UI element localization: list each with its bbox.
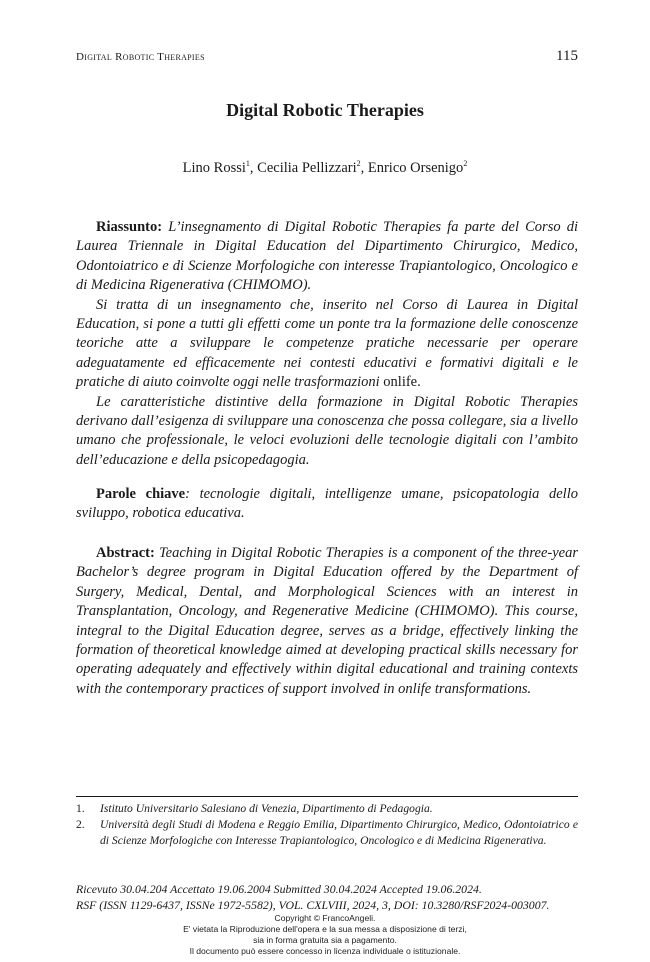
footnote-divider xyxy=(76,796,578,797)
riassunto-label: Riassunto: xyxy=(96,219,163,235)
footnote-number: 1. xyxy=(76,802,85,815)
keywords-paragraph xyxy=(76,485,578,524)
copyright-line: E' vietata la Riproduzione dell'opera e la sua messa a disposizione di terzi, xyxy=(183,924,467,934)
copyright-notice xyxy=(0,913,650,957)
copyright-line: Copyright © FrancoAngeli. xyxy=(274,913,376,923)
riassunto-paragraph xyxy=(76,296,578,393)
riassunto-text: Si tratta di un insegnamento che, inserito nel Corso di Laurea in Digital Education, si pone a tutti gli effetti come un ponte tra la formazione delle conoscenze teoriche atte a sviluppare le competenze pratiche necessarie per operare adeguatamente ed efficacemente nei contesti educativi e formativi digitali e le pratiche di aiuto coinvolte oggi nelle trasformazioni xyxy=(76,296,578,391)
keywords-text: : tecnologie digitali, intelligenze umane, psicopatologia dello sviluppo, robotica educativa. xyxy=(76,486,578,522)
submission-dates: Ricevuto 30.04.204 Accettato 19.06.2004 Submitted 30.04.2024 Accepted 19.06.2024. xyxy=(76,882,482,896)
riassunto-onlife: onlife. xyxy=(383,374,421,391)
riassunto-text: Le caratteristiche distintive della formazione in Digital Robotic Therapies derivano dall’esigenza di sviluppare una conoscenza che possa collegare, sia a livello umano che professionale, le veloci evoluzioni delle tecnologie digitali con l’ambito dell’educazione e della psicopedagogia. xyxy=(76,393,578,468)
footnote-text: Università degli Studi di Modena e Reggio Emilia, Dipartimento Chirurgico, Medico, Odontoiatrico e di Scienze Morfologiche con Interesse Trapiantologico, Oncologico e di Medicina Rigenerativa. xyxy=(100,818,578,848)
journal-citation: RSF (ISSN 1129-6437, ISSNe 1972-5582), VOL. CXLVIII, 2024, 3, DOI: 10.3280/RSF2024-003007. xyxy=(76,898,550,913)
author-name: Enrico Orsenigo xyxy=(367,160,464,176)
footnote xyxy=(76,801,578,817)
abstract-paragraph xyxy=(76,544,578,699)
keywords-label: Parole chiave xyxy=(96,486,186,502)
submission-info xyxy=(76,881,578,913)
running-title: Digital Robotic Therapies xyxy=(76,51,205,63)
author-list xyxy=(0,160,650,177)
abstract-label: Abstract: xyxy=(96,545,155,561)
footnote-number: 2. xyxy=(76,818,85,832)
riassunto-paragraph xyxy=(76,393,578,471)
abstract-text: Teaching in Digital Robotic Therapies is a component of the three-year Bachelor’s degree program in Digital Education offered by the Department of Surgery, Medical, Dental, and Morphological Sciences with an interest in Transplantation, Oncology, and Regenerative Medicine (CHIMOMO). This course, integral to the Digital Education degree, serves as a bridge, effectively linking the formation of theoretical knowledge aimed at developing practical skills necessary for operating adequately and effectively within digital educational and training contexts with the contemporary practices of support involved in onlife transformations. xyxy=(76,545,578,697)
riassunto-paragraph xyxy=(76,218,578,296)
author-affiliation-marker: 2 xyxy=(463,159,468,169)
keywords-section xyxy=(76,485,578,524)
author-affiliation-marker: 1 xyxy=(245,159,250,169)
author-separator: , xyxy=(360,160,368,176)
footnote-text: Istituto Universitario Salesiano di Venezia, Dipartimento di Pedagogia. xyxy=(100,802,433,815)
abstract-section xyxy=(76,544,578,699)
riassunto-section xyxy=(76,218,578,470)
copyright-line: sia in forma gratuita sia a pagamento. xyxy=(253,935,397,945)
running-head xyxy=(76,48,578,65)
article-title: Digital Robotic Therapies xyxy=(226,100,424,120)
page-number: 115 xyxy=(556,48,578,64)
author-affiliation-marker: 2 xyxy=(356,159,361,169)
footnotes xyxy=(76,801,578,850)
footnote xyxy=(76,817,578,849)
copyright-line: Il documento può essere concesso in licenza individuale o istituzionale. xyxy=(189,946,461,956)
riassunto-text: L’insegnamento di Digital Robotic Therapies fa parte del Corso di Laurea Triennale in Digital Education del Dipartimento Chirurgico, Medico, Odontoiatrico e di Scienze Morfologiche con interesse Trapiantologico, Oncologico e di Medicina Rigenerativa (CHIMOMO). xyxy=(76,219,578,294)
author-name: Cecilia Pellizzari xyxy=(257,160,357,176)
author-name: Lino Rossi xyxy=(182,160,246,176)
author-separator: , xyxy=(249,160,258,176)
